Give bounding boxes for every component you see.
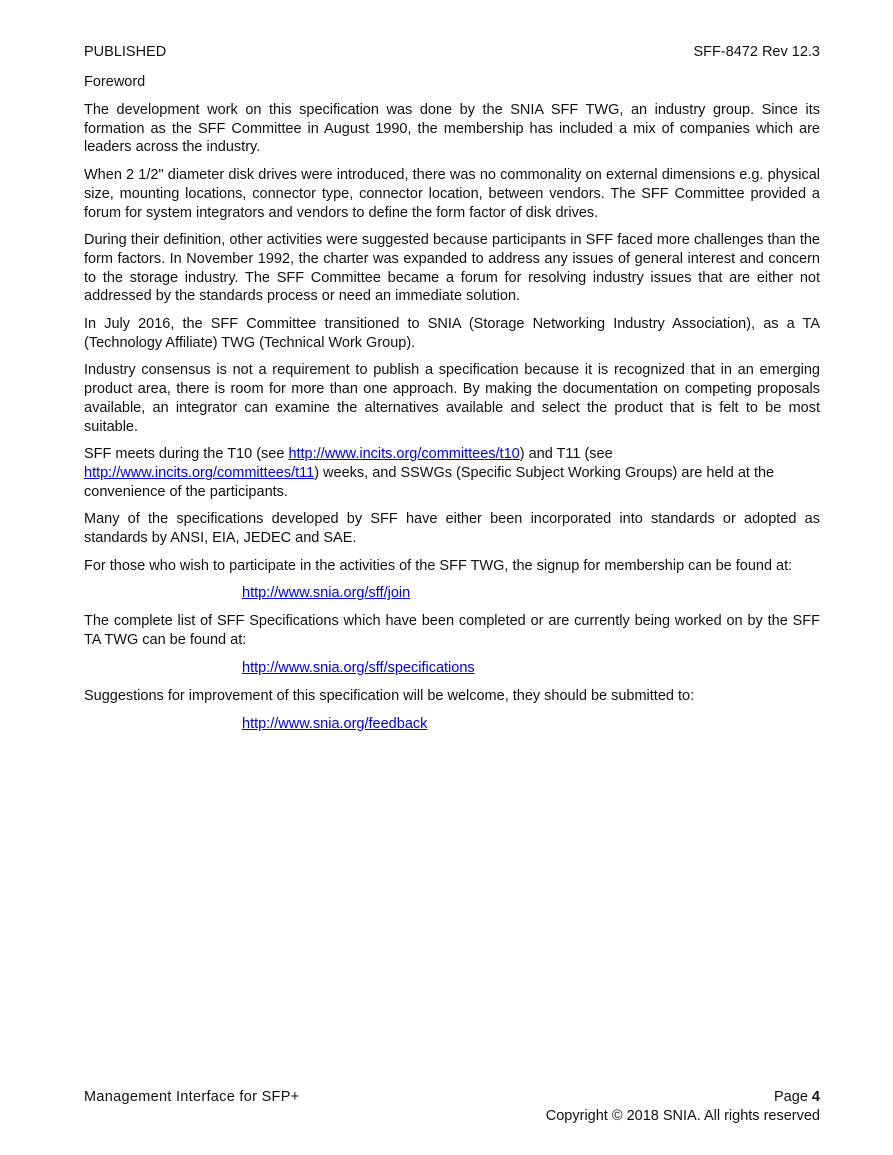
meetings-text-b: ) and T11 (see — [519, 446, 613, 463]
paragraph-spec-list: The complete list of SFF Specifications which have been completed or are currently being worked on by the SFF TA TWG can be found at: — [84, 613, 820, 649]
paragraph-history: The development work on this specification was done by the SNIA SFF TWG, an industry group. Since its formation as the SFF Committee in August 1990, the membership has included a mix of companies which are leaders across the industry. — [84, 102, 820, 156]
paragraph-membership: For those who wish to participate in the activities of the SFF TWG, the signup for membership can be found at: — [84, 557, 793, 574]
paragraph-disk-drives: When 2 1/2" diameter disk drives were introduced, there was no commonality on external dimensions e.g. physical size, mounting locations, connector type, connector location, between vendors. The SFF Committee provided a forum for system integrators and vendors to define the form factor of disk drives. — [84, 167, 820, 221]
page-number: 4 — [811, 1089, 820, 1105]
header-status: PUBLISHED — [84, 44, 167, 60]
meetings-text-a: SFF meets during the T10 (see — [84, 446, 289, 463]
specifications-link-line — [84, 659, 820, 678]
footer-copyright: Copyright © 2018 SNIA. All rights reserved — [545, 1108, 820, 1124]
meetings-text-c: ) weeks, and SSWGs (Specific Subject Working Groups) are held at the convenience of the participants. — [84, 464, 775, 500]
header-doc-id: SFF-8472 Rev 12.3 — [693, 44, 820, 60]
join-link-line — [84, 584, 820, 603]
paragraph-standards: Many of the specifications developed by SFF have either been incorporated into standards or adopted as standards by ANSI, EIA, JEDEC and SAE. — [84, 511, 820, 547]
join-link[interactable]: http://www.snia.org/sff/join — [242, 585, 411, 602]
specifications-link[interactable]: http://www.snia.org/sff/specifications — [242, 659, 475, 676]
page-label: Page — [774, 1089, 812, 1105]
document-body — [84, 73, 820, 743]
t10-committee-link[interactable]: http://www.incits.org/committees/t10 — [288, 446, 520, 463]
feedback-link[interactable]: http://www.snia.org/feedback — [242, 715, 428, 732]
paragraph-charter: During their definition, other activities were suggested because participants in SFF faced more challenges than the form factors. In November 1992, the charter was expanded to address any issues of general interest and concern to the storage industry. The SFF Committee became a forum for resolving industry issues that are either not addressed by the standards process or need an immediate solution. — [84, 232, 820, 305]
paragraph-snia-transition: In July 2016, the SFF Committee transitioned to SNIA (Storage Networking Industry Association), as a TA (Technology Affiliate) TWG (Technical Work Group). — [84, 316, 820, 351]
paragraph-consensus: Industry consensus is not a requirement to publish a specification because it is recognized that in an emerging product area, there is room for more than one approach. By making the documentation on competing proposals available, an integrator can examine the alternatives available and select the product that is felt to be most suitable. — [84, 362, 820, 435]
footer-title: Management Interface for SFP+ — [84, 1089, 300, 1105]
section-title: Foreword — [84, 74, 146, 90]
paragraph-meetings — [84, 445, 820, 501]
feedback-link-line — [84, 715, 820, 734]
footer-page — [774, 1088, 820, 1106]
t11-committee-link[interactable]: http://www.incits.org/committees/t11 — [84, 464, 315, 481]
paragraph-suggestions: Suggestions for improvement of this specification will be welcome, they should be submitted to: — [84, 687, 695, 704]
